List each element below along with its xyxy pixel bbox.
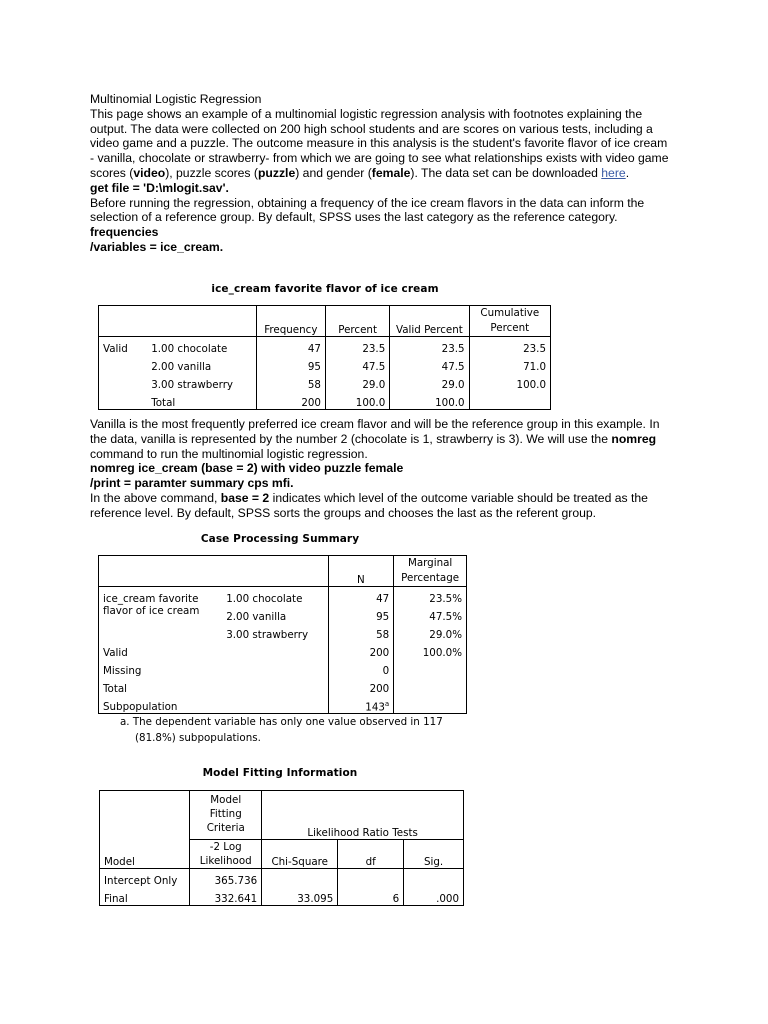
keyword-puzzle: puzzle [257,165,296,180]
command-nomreg: nomreg ice_cream (base = 2) with video puzzle female [90,461,404,476]
command-print: /print = paramter summary cps mfi. [90,476,294,491]
table-row: 2.00 vanilla 95 47.5 47.5 71.0 [99,355,551,373]
fit-table-title: Model Fitting Information [202,767,358,779]
header-frequency: Frequency [256,306,325,337]
header-cumulative-percent: Cumulative Percent [469,306,550,337]
table-row: 3.00 strawberry 58 29.0 29.0 100.0 [99,373,551,391]
header-likelihood-ratio-tests: Likelihood Ratio Tests [262,791,464,840]
download-link[interactable]: here [601,165,626,180]
header-model: Model [100,840,190,869]
command-get-file: get file = 'D:\mlogit.sav'. [90,180,229,195]
document-body-2 [90,417,670,521]
table-row: Subpopulation 143$^a$ [99,695,467,714]
model-fitting-table [99,790,464,906]
table-row: Valid 200 100.0% [99,641,467,659]
case-processing-table [98,555,467,714]
table-row: Total 200 [99,677,467,695]
header-n: N [328,556,394,587]
intro-paragraph: This page shows an example of a multinomial logistic regression analysis with footnotes explaining the output. The data were collected on 200 high school students and are scores on various tests, including a video game and a puzzle. The outcome measure in this analysis is the student's favorite flavor of ice cream - vanilla, chocolate or strawberry- from which we are going to see what relationships exists with video game scores (video), puzzle scores (puzzle) and gender (female). The data set can be downloaded here. [90,106,669,180]
keyword-nomreg: nomreg [611,431,657,446]
keyword-female: female [371,165,411,180]
header-model-fitting-criteria: Model Fitting Criteria [190,791,262,840]
command-frequencies: frequencies [90,225,159,240]
header-sig: Sig. [404,840,464,869]
header-log-likelihood: -2 Log Likelihood [190,840,262,869]
command-variables: /variables = ice_cream. [90,239,224,254]
table-row: Missing 0 [99,659,467,677]
table-row: Total 200 100.0 100.0 [99,391,551,410]
table-row: Valid 1.00 chocolate 47 23.5 23.5 23.5 [99,337,551,356]
base-paragraph: In the above command, base = 2 indicates which level of the outcome variable should be treated as the reference level. By default, SPSS sorts the groups and chooses the last as the referent group. [90,490,648,520]
vanilla-paragraph: Vanilla is the most frequently preferred ice cream flavor and will be the reference group in this example. In the data, vanilla is represented by the number 2 (chocolate is 1, strawberry is 3). We will use the nomreg command to run the multinomial logistic regression. [90,417,660,461]
table-row: 3.00 strawberry 58 29.0% [99,623,467,641]
frequency-paragraph: Before running the regression, obtaining a frequency of the ice cream flavors in the data can inform the selection of a reference group. By default, SPSS uses the last category as the reference category. [90,195,645,225]
header-df: df [338,840,404,869]
header-chi-square: Chi-Square [262,840,338,869]
page-heading: Multinomial Logistic Regression [90,92,262,106]
keyword-video: video [133,165,166,180]
header-marginal-percentage: Marginal Percentage [394,556,467,587]
case-table-title: Case Processing Summary [200,533,360,545]
header-valid-percent: Valid Percent [390,306,469,337]
table-row: Final 332.641 33.095 6 .000 [100,887,464,906]
frequency-table [98,305,551,410]
table-row: ice_cream favorite 1.00 chocolate 47 23.5% [99,587,467,606]
valid-label: Valid [103,343,128,355]
header-percent: Percent [325,306,389,337]
freq-table-title: ice_cream favorite flavor of ice cream [211,283,439,295]
keyword-base: base = 2 [220,490,270,505]
table-row: Intercept Only 365.736 [100,869,464,888]
table-row: flavor of ice cream 2.00 vanilla 95 47.5% [103,605,462,623]
case-table-footnote: a. The dependent variable has only one value observed in 117 (81.8%) subpopulations. [120,716,443,744]
document-body [90,92,670,255]
